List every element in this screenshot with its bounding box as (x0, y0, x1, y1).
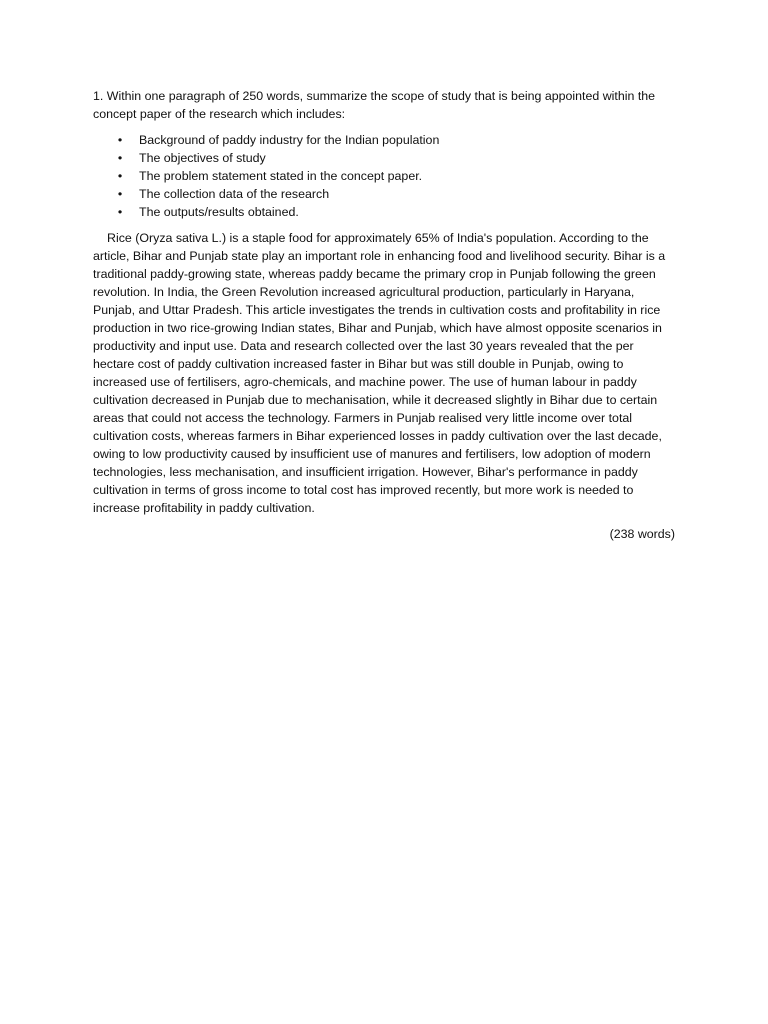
list-item (93, 131, 677, 149)
list-item (93, 203, 677, 221)
bullet-icon: • (117, 133, 123, 147)
answer-paragraph: Rice (Oryza sativa L.) is a staple food for approximately 65% of India's population. According to the article, Bihar and Punjab state play an important role in enhancing food and livelihood security. Bihar is a traditional paddy-growing state, whereas paddy became the primary crop in Punjab following the green revolution. In India, the Green Revolution increased agricultural production, particularly in Haryana, Punjab, and Uttar Pradesh. This article investigates the trends in cultivation costs and profitability in rice production in two rice-growing Indian states, Bihar and Punjab, which have almost opposite scenarios in productivity and input use. Data and research collected over the last 30 years revealed that the per hectare cost of paddy cultivation increased faster in Bihar but was still double in Punjab, owing to increased use of fertilisers, agro-chemicals, and machine power. The use of human labour in paddy cultivation decreased in Punjab due to mechanisation, while it decreased slightly in Bihar due to certain areas that could not access the technology. Farmers in Punjab realised very little income over total cultivation costs, whereas farmers in Bihar experienced losses in paddy cultivation over the last decade, owing to low productivity caused by insufficient use of manures and fertilisers, low adoption of modern technologies, less mechanisation, and insufficient irrigation. However, Bihar's performance in paddy cultivation in terms of gross income to total cost has improved recently, but more work is needed to increase profitability in paddy cultivation. (93, 231, 666, 515)
list-item-text: Background of paddy industry for the Indian population (139, 133, 440, 147)
document-page (93, 87, 677, 543)
requirements-list (93, 131, 677, 221)
list-item (93, 167, 677, 185)
bullet-icon: • (117, 205, 123, 219)
list-item-text: The outputs/results obtained. (139, 205, 299, 219)
bullet-icon: • (117, 169, 123, 183)
list-item (93, 185, 677, 203)
list-item (93, 149, 677, 167)
word-count: (238 words) (609, 527, 675, 541)
bullet-icon: • (117, 187, 123, 201)
question-text: 1. Within one paragraph of 250 words, summarize the scope of study that is being appointed within the concept paper of the research which includes: (93, 89, 656, 121)
bullet-icon: • (117, 151, 123, 165)
list-item-text: The collection data of the research (139, 187, 330, 201)
list-item-text: The problem statement stated in the concept paper. (139, 169, 423, 183)
list-item-text: The objectives of study (139, 151, 266, 165)
